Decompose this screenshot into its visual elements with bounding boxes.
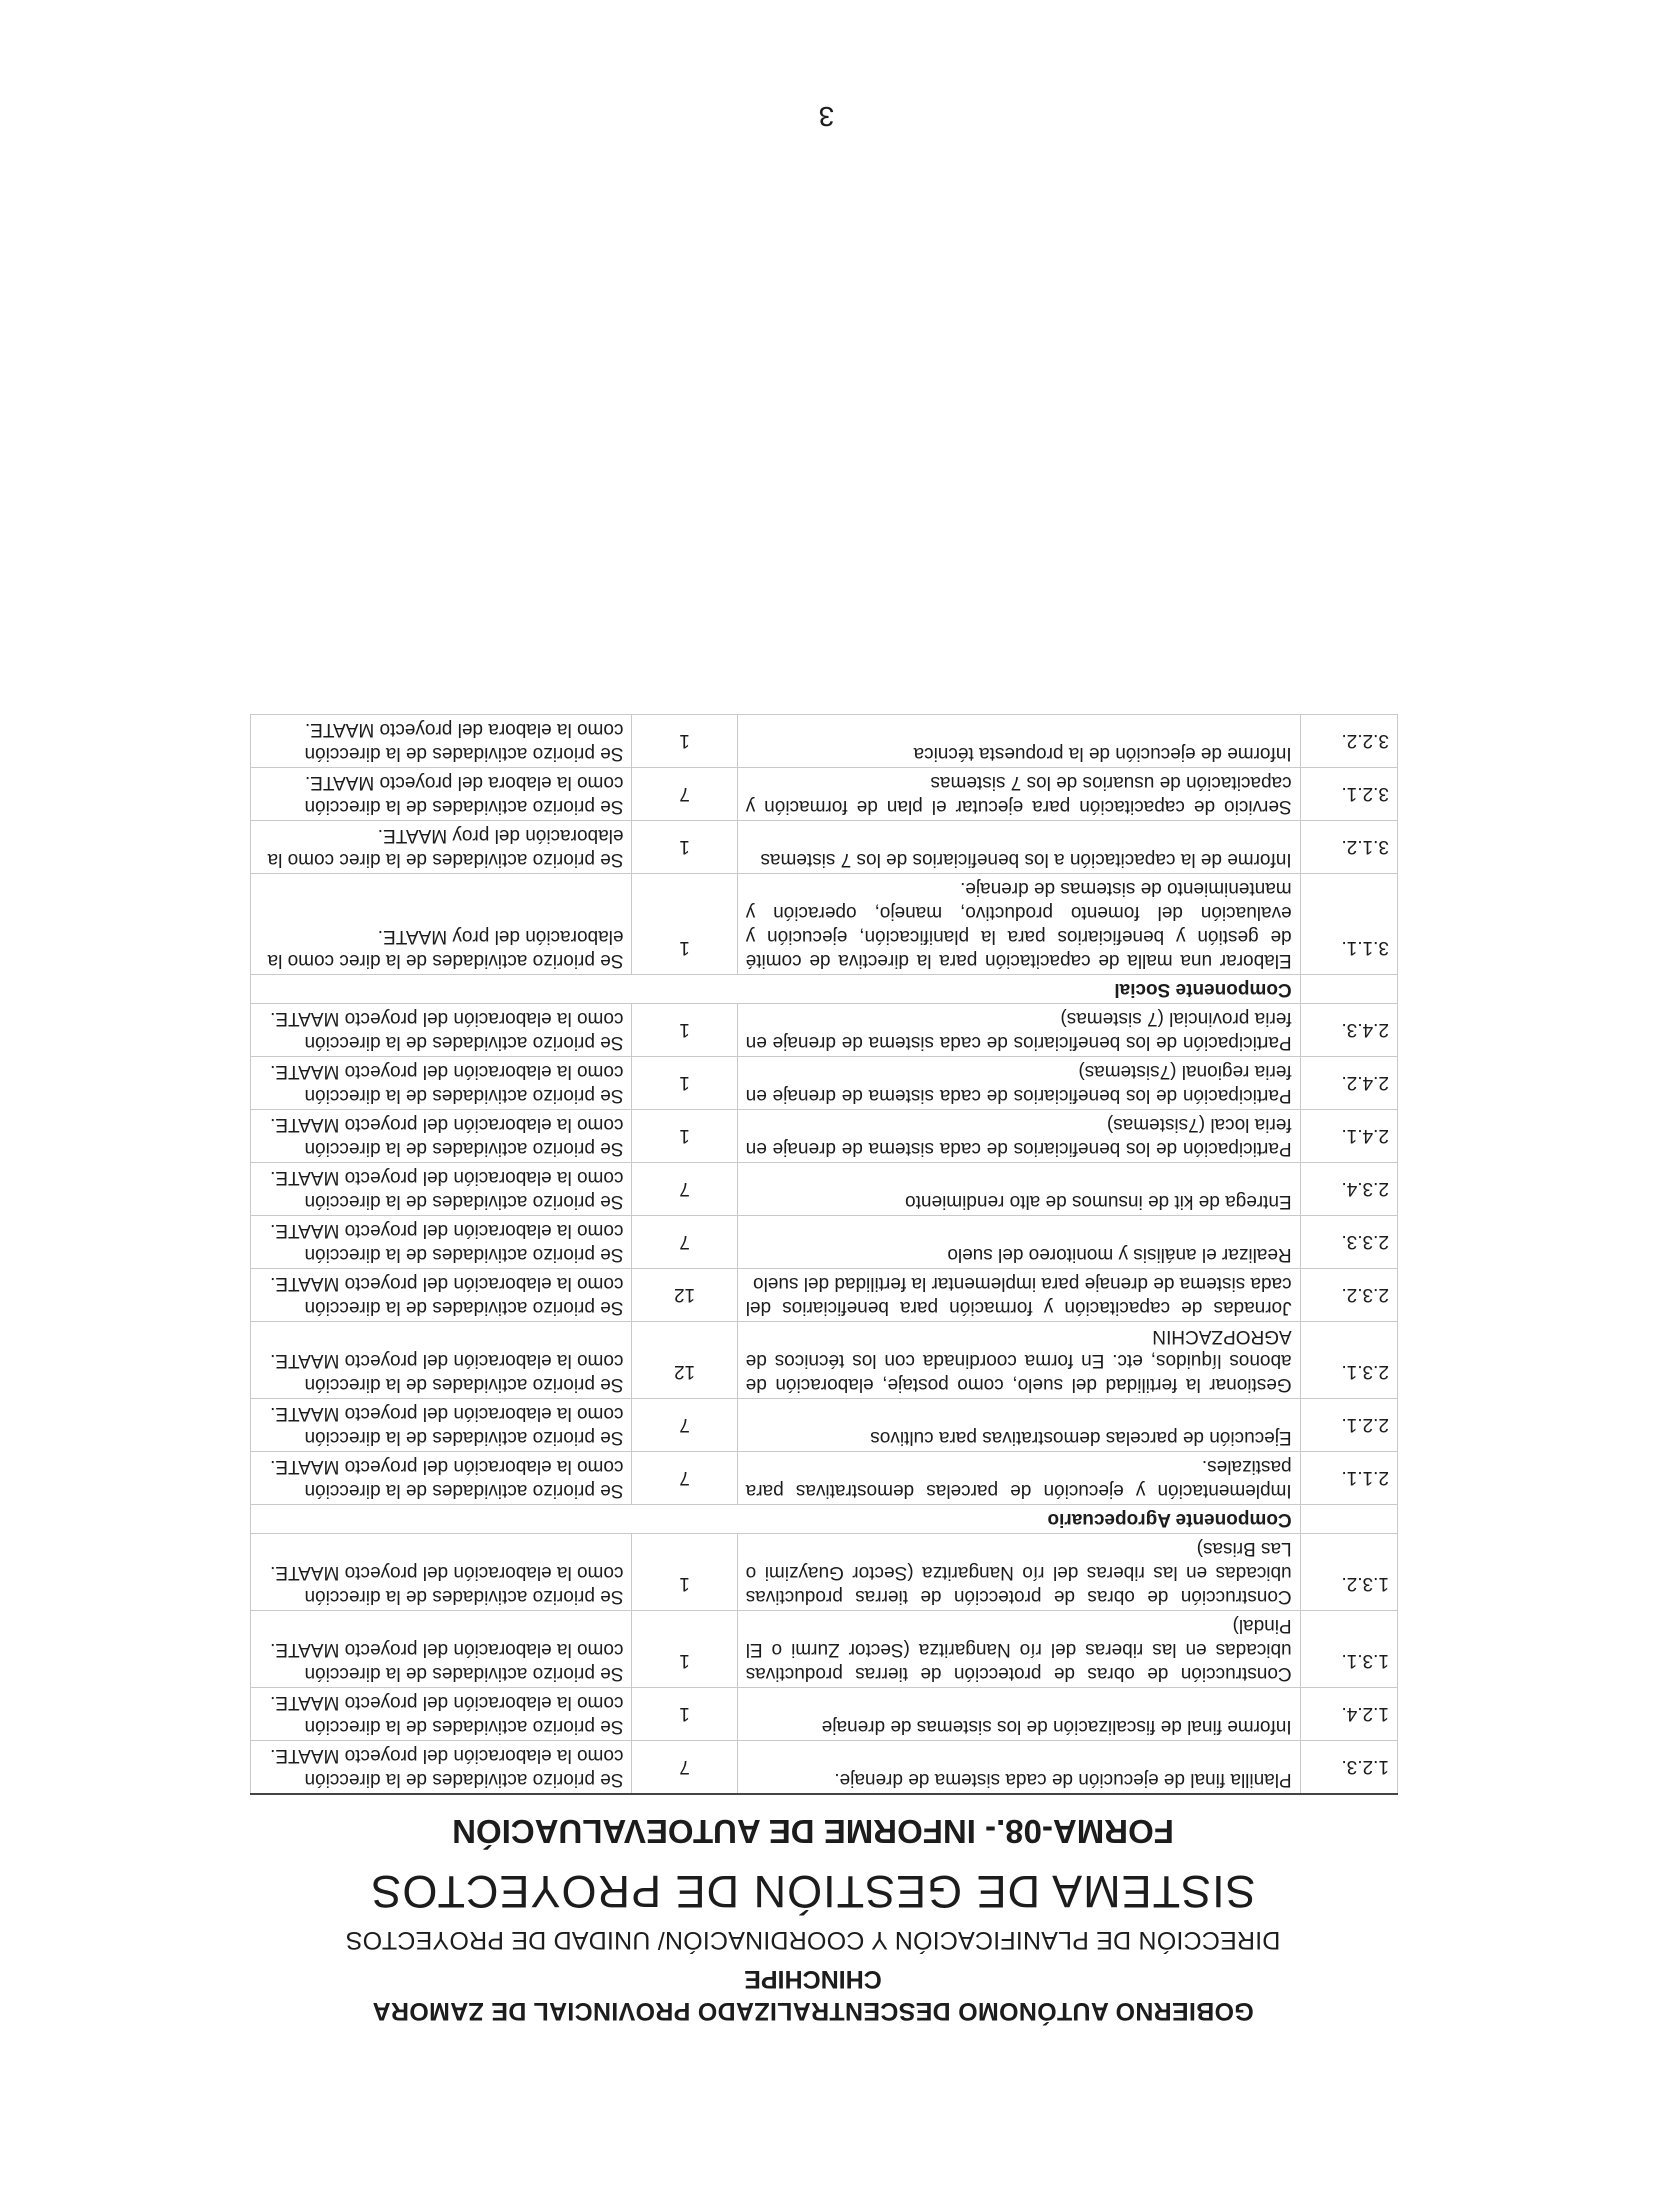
section-row: [251, 1505, 1398, 1534]
activity-description: Informe de ejecución de la propuesta técnica: [737, 715, 1300, 768]
section-title: Componente Agropecuario: [251, 1505, 1301, 1534]
activity-description: Implementación y ejecución de parcelas demostrativas para pastizales.: [737, 1452, 1300, 1505]
activity-code: 2.4.3.: [1300, 1004, 1397, 1057]
activity-observation: Se priorizo actividades de la dirección como la elaboración del proyecto MAATE.: [251, 1269, 632, 1322]
activity-quantity: 1: [632, 1688, 737, 1741]
activity-code: 2.4.1.: [1300, 1110, 1397, 1163]
activity-quantity: 1: [632, 1611, 737, 1688]
activity-observation: Se priorizo actividades de la dirección como la elabora del proyecto MAATE.: [251, 768, 632, 821]
table-row: [251, 1452, 1398, 1505]
table-row: [251, 1611, 1398, 1688]
table-row: [251, 1322, 1398, 1399]
activity-quantity: 7: [632, 1163, 737, 1216]
activity-quantity: 7: [632, 1741, 737, 1795]
section-title: Componente Social: [251, 975, 1301, 1004]
activity-description: Servicio de capacitación para ejecutar el plan de formación y capacitación de usuarios de los 7 sistemas: [737, 768, 1300, 821]
activity-code: 3.1.2.: [1300, 821, 1397, 874]
activity-quantity: 7: [632, 1452, 737, 1505]
activity-description: Participación de los beneficiarios de cada sistema de drenaje en feria regional (7sistemas): [737, 1057, 1300, 1110]
activity-description: Informe final de fiscalización de los sistemas de drenaje: [737, 1688, 1300, 1741]
institution-name: GOBIERNO AUTÓNOMO DESCENTRALIZADO PROVINCIAL DE ZAMORA: [372, 1997, 1254, 2025]
form-title: FORMA-08.- INFORME DE AUTOEVALUACIÓN: [452, 1813, 1174, 1850]
activity-description: Construcción de obras de protección de tierras productivas ubicadas en las riberas del río Nangaritza (Sector Guayzimi o Las Brisas): [737, 1534, 1300, 1611]
activity-code: 2.4.2.: [1300, 1057, 1397, 1110]
activity-description: Entrega de kit de insumos de alto rendimiento: [737, 1163, 1300, 1216]
section-spacer: [1300, 975, 1397, 1004]
department-name: DIRECCIÓN DE PLANIFICACIÓN Y COORDINACIÓN/ UNIDAD DE PROYECTOS: [345, 1926, 1281, 1954]
section-row: [251, 975, 1398, 1004]
activity-code: 2.2.1.: [1300, 1399, 1397, 1452]
table-row: [251, 1004, 1398, 1057]
activity-quantity: 1: [632, 715, 737, 768]
activity-code: 3.2.1.: [1300, 768, 1397, 821]
activity-code: 2.1.1.: [1300, 1452, 1397, 1505]
activity-code: 1.2.4.: [1300, 1688, 1397, 1741]
activity-code: 1.3.1.: [1300, 1611, 1397, 1688]
activity-code: 2.3.3.: [1300, 1216, 1397, 1269]
activity-code: 2.3.2.: [1300, 1269, 1397, 1322]
activities-table: [250, 714, 1398, 1795]
activity-quantity: 1: [632, 1534, 737, 1611]
table-row: [251, 1534, 1398, 1611]
table-row: [251, 768, 1398, 821]
activity-quantity: 1: [632, 1057, 737, 1110]
activity-description: Participación de los beneficiarios de cada sistema de drenaje en feria local (7sistemas): [737, 1110, 1300, 1163]
table-row: [251, 821, 1398, 874]
table-row: [251, 1057, 1398, 1110]
activity-code: 1.3.2.: [1300, 1534, 1397, 1611]
activity-quantity: 12: [632, 1269, 737, 1322]
section-spacer: [1300, 1505, 1397, 1534]
activity-observation: Se priorizo actividades de la dirección como la elaboración del proyecto MAATE.: [251, 1322, 632, 1399]
table-row: [251, 1741, 1398, 1795]
activity-description: Gestionar la fertilidad del suelo, como postaje, elaboración de abonos líquidos, etc. En forma coordinada con los técnicos de AGROPZACHIN: [737, 1322, 1300, 1399]
activity-observation: Se priorizo actividades de la dirección como la elaboración del proyecto MAATE.: [251, 1452, 632, 1505]
activity-code: 3.1.1.: [1300, 874, 1397, 975]
activity-quantity: 1: [632, 874, 737, 975]
activity-observation: Se priorizo actividades de la direc como la elaboración del proy MAATE.: [251, 821, 632, 874]
activity-description: Ejecución de parcelas demostrativas para cultivos: [737, 1399, 1300, 1452]
table-row: [251, 874, 1398, 975]
activity-code: 2.3.4.: [1300, 1163, 1397, 1216]
activity-description: Participación de los beneficiarios de cada sistema de drenaje en feria provincial (7 sistemas): [737, 1004, 1300, 1057]
table-row: [251, 1269, 1398, 1322]
table-row: [251, 1399, 1398, 1452]
activity-observation: Se priorizo actividades de la dirección como la elaboración del proyecto MAATE.: [251, 1004, 632, 1057]
table-row: [251, 715, 1398, 768]
activity-description: Elaborar una malla de capacitación para la directiva de comité de gestión y beneficiarios para la planificación, ejecución y evaluación del fomento productivo, manejo, operación y mantenimiento de sistemas de drenaje.: [737, 874, 1300, 975]
page-number: 3: [818, 101, 835, 132]
table-row: [251, 1163, 1398, 1216]
table-row: [251, 1216, 1398, 1269]
activity-observation: Se priorizo actividades de la dirección como la elaboración del proyecto MAATE.: [251, 1611, 632, 1688]
activity-quantity: 7: [632, 1399, 737, 1452]
activity-description: Construcción de obras de protección de tierras productivas ubicadas en las riberas del río Nangaritza (Sector Zurmi o El Pindal): [737, 1611, 1300, 1688]
activity-quantity: 1: [632, 821, 737, 874]
activity-code: 1.2.3.: [1300, 1741, 1397, 1795]
system-title: SISTEMA DE GESTIÓN DE PROYECTOS: [370, 1866, 1256, 1917]
activity-description: Jornadas de capacitación y formación para beneficiarios del cada sistema de drenaje para implementar la fertilidad del suelo: [737, 1269, 1300, 1322]
institution-location: CHINCHIPE: [744, 1965, 882, 1993]
activity-observation: Se priorizo actividades de la dirección como la elaboración del proyecto MAATE.: [251, 1057, 632, 1110]
activity-quantity: 7: [632, 768, 737, 821]
activity-description: Realizar el análisis y monitoreo del suelo: [737, 1216, 1300, 1269]
activity-quantity: 1: [632, 1004, 737, 1057]
activity-observation: Se priorizo actividades de la dirección como la elabora del proyecto MAATE.: [251, 715, 632, 768]
activity-observation: Se priorizo actividades de la dirección como la elaboración del proyecto MAATE.: [251, 1688, 632, 1741]
activity-observation: Se priorizo actividades de la direc como la elaboración del proy MAATE.: [251, 874, 632, 975]
activity-description: Planilla final de ejecución de cada sistema de drenaje.: [737, 1741, 1300, 1795]
activity-observation: Se priorizo actividades de la dirección como la elaboración del proyecto MAATE.: [251, 1216, 632, 1269]
table-row: [251, 1688, 1398, 1741]
activity-observation: Se priorizo actividades de la dirección como la elaboración del proyecto MAATE.: [251, 1110, 632, 1163]
activity-observation: Se priorizo actividades de la dirección como la elaboración del proyecto MAATE.: [251, 1534, 632, 1611]
activity-code: 2.3.1.: [1300, 1322, 1397, 1399]
activity-observation: Se priorizo actividades de la dirección como la elaboración del proyecto MAATE.: [251, 1399, 632, 1452]
activity-quantity: 7: [632, 1216, 737, 1269]
activity-code: 3.2.2.: [1300, 715, 1397, 768]
activity-quantity: 12: [632, 1322, 737, 1399]
activity-observation: Se priorizo actividades de la dirección como la elaboración del proyecto MAATE.: [251, 1741, 632, 1795]
table-row: [251, 1110, 1398, 1163]
activity-description: Informe de la capacitación a los beneficiarios de los 7 sistemas: [737, 821, 1300, 874]
activity-quantity: 1: [632, 1110, 737, 1163]
activity-observation: Se priorizo actividades de la dirección como la elaboración del proyecto MAATE.: [251, 1163, 632, 1216]
